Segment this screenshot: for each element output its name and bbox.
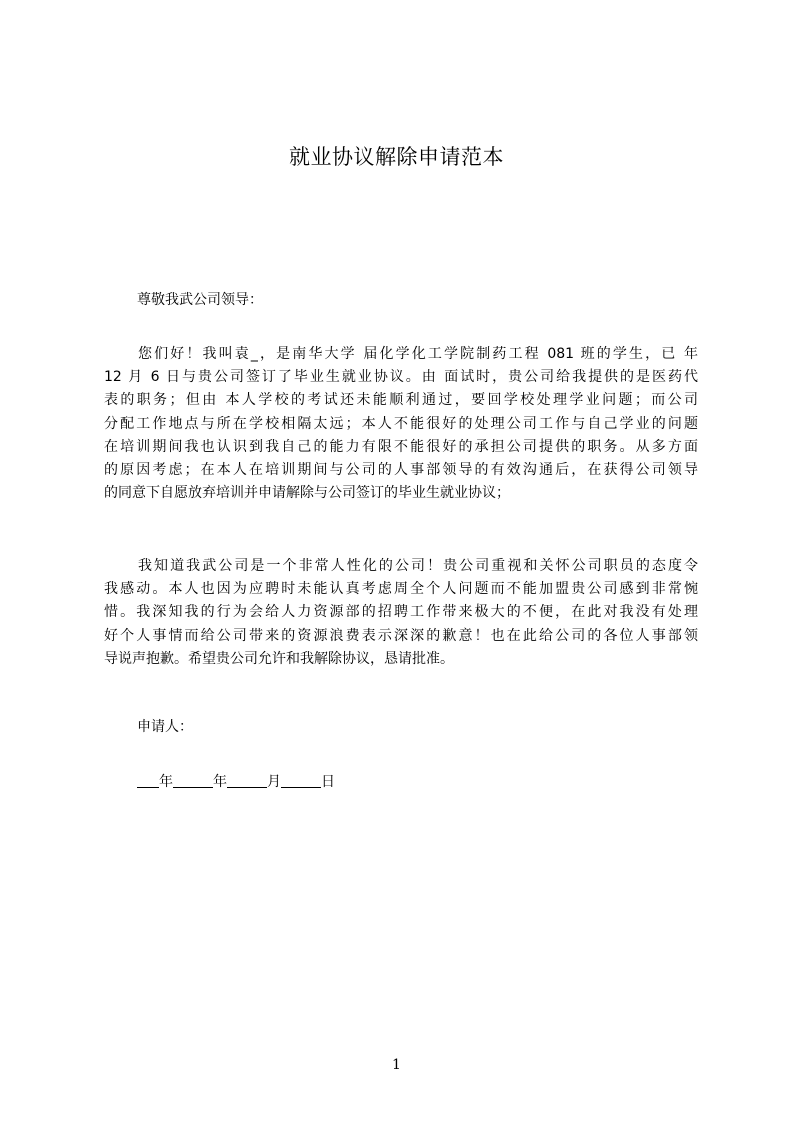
date-line xyxy=(137,772,335,792)
paragraph-line: 好个人事情而给公司带来的资源浪费表示深深的歉意！也在此给公司的各位人事部领 xyxy=(104,627,698,644)
date-day-char: 日 xyxy=(321,774,335,790)
date-blank xyxy=(173,773,213,788)
document-title: 就业协议解除申请范本 xyxy=(289,145,504,169)
date-blank xyxy=(137,773,159,788)
date-blank xyxy=(227,773,267,788)
date-blank xyxy=(281,773,321,788)
date-year-char: 年 xyxy=(159,774,173,790)
paragraph-line: 表的职务；但由 本人学校的考试还未能顺利通过，要回学校处理学业问题；而公司 xyxy=(104,392,698,409)
paragraph-line: 我知道我武公司是一个非常人性化的公司！贵公司重视和关怀公司职员的态度令 xyxy=(138,558,698,574)
paragraph-line: 分配工作地点与所在学校相隔太远；本人不能很好的处理公司工作与自己学业的问题 xyxy=(104,415,698,432)
date-month-char: 月 xyxy=(267,774,281,790)
paragraph-line: 我感动。本人也因为应聘时未能认真考虑周全个人问题而不能加盟贵公司感到非常惋 xyxy=(104,581,698,598)
paragraph-line: 的同意下自愿放弃培训并申请解除与公司签订的毕业生就业协议； xyxy=(104,485,510,502)
paragraph-line: 在培训期间我也认识到我自己的能力有限不能很好的承担公司提供的职务。从多方面 xyxy=(104,438,698,455)
paragraph-line: 12 月 6 日与贵公司签订了毕业生就业协议。由 面试时，贵公司给我提供的是医药代 xyxy=(104,369,698,386)
paragraph-request-reason xyxy=(104,343,698,505)
page-number: 1 xyxy=(392,1057,401,1073)
paragraph-line: 您们好！我叫袁_，是南华大学 届化学化工学院制药工程 081 班的学生，已 年 xyxy=(138,346,698,362)
greeting: 尊敬我武公司领导： xyxy=(137,292,263,308)
applicant-label: 申请人： xyxy=(137,719,193,735)
paragraph-line: 惜。我深知我的行为会给人力资源部的招聘工作带来极大的不便，在此对我没有处理 xyxy=(104,604,698,621)
date-year-char: 年 xyxy=(213,774,227,790)
paragraph-line: 导说声抱歉。希望贵公司允许和我解除协议，恳请批准。 xyxy=(104,650,454,667)
paragraph-apology xyxy=(104,555,698,671)
paragraph-line: 的原因考虑；在本人在培训期间与公司的人事部领导的有效沟通后，在获得公司领导 xyxy=(104,462,698,479)
